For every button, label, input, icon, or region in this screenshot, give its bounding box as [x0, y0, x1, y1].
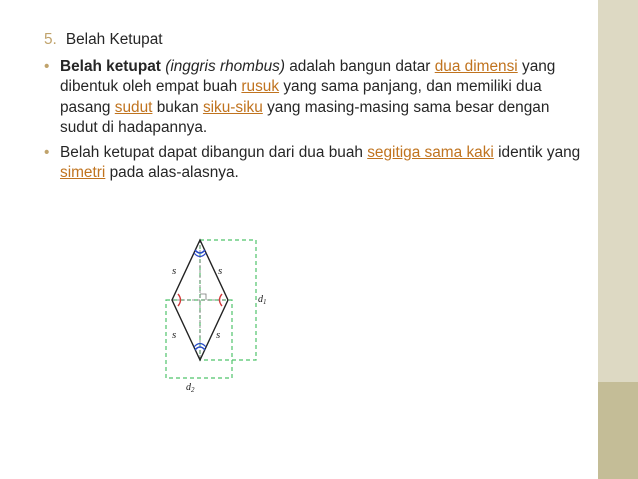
text-run: adalah bangun datar	[284, 57, 435, 75]
slide-content	[44, 30, 584, 188]
text-run: yang sama panjang, dan memiliki dua pasang	[60, 78, 542, 116]
diagonal-label-d1	[258, 294, 267, 306]
angle-arc-bottom	[195, 347, 205, 350]
text-run: pada alas-alasnya.	[105, 164, 239, 181]
text-run: Belah ketupat dapat dibangun dari dua buah	[60, 143, 368, 161]
rhombus-diagram	[158, 228, 278, 398]
bullet-icon: •	[44, 57, 50, 75]
bullet-item-2	[44, 143, 584, 184]
text-run: yang masing-masing sama besar dengan sudut di hadapannya.	[60, 98, 550, 136]
link-simetri[interactable]: simetri	[60, 164, 106, 181]
rhombus-figure	[158, 228, 278, 398]
diag1-letter: d	[258, 294, 263, 305]
link-rusuk[interactable]: rusuk	[241, 78, 280, 95]
heading-number: 5.	[44, 31, 57, 48]
bullet-item-1	[44, 57, 584, 139]
sidebar-decoration-bottom	[598, 382, 638, 479]
side-label-top-right: s	[218, 265, 223, 277]
link-dua-dimensi[interactable]: dua dimensi	[434, 57, 518, 75]
side-label-bottom-right: s	[216, 329, 221, 341]
text-run: yang dibentuk oleh empat buah	[60, 57, 556, 95]
right-angle-marker	[200, 294, 206, 300]
link-siku-siku[interactable]: siku-siku	[202, 98, 263, 116]
bullet-icon: •	[44, 143, 50, 161]
section-heading	[44, 30, 584, 51]
diag2-letter: d	[186, 382, 191, 393]
link-sudut[interactable]: sudut	[114, 98, 153, 116]
italic-term: (inggris rhombus)	[165, 57, 285, 75]
heading-text: Belah Ketupat	[65, 31, 163, 48]
sidebar-decoration-top	[598, 0, 638, 382]
angle-arc-right	[220, 294, 223, 306]
text-run: bukan	[152, 98, 203, 116]
side-label-top-left: s	[172, 265, 177, 277]
link-segitiga-sama-kaki[interactable]: segitiga sama kaki	[367, 143, 494, 161]
diagonal-label-d2	[186, 382, 195, 394]
text-run: identik yang	[493, 143, 581, 161]
diag2-subscript: 2	[191, 386, 195, 394]
side-label-bottom-left: s	[172, 329, 177, 341]
diag1-subscript: 1	[263, 298, 267, 306]
bold-term: Belah ketupat	[60, 57, 161, 75]
